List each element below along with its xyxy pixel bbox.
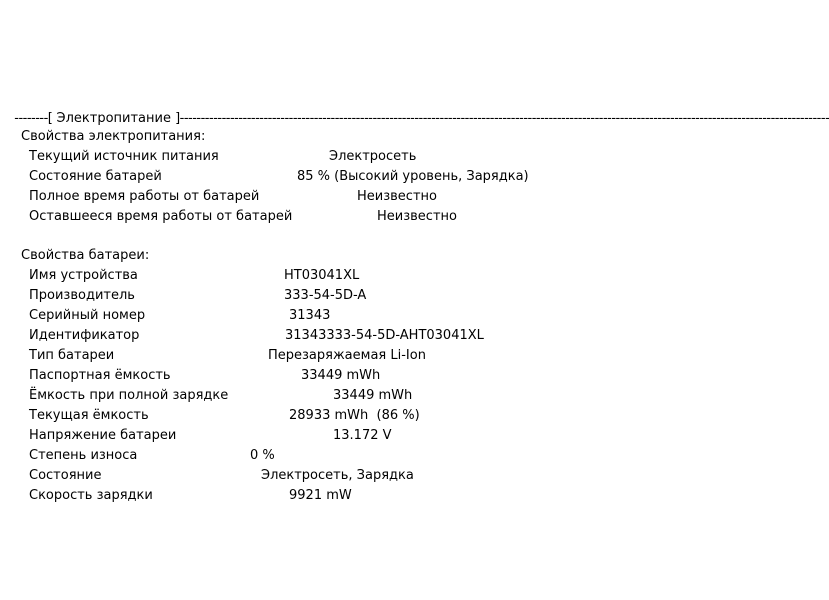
battery-row-value: 333-54-5D-A xyxy=(284,288,367,303)
battery-row-label: Паспортная ёмкость xyxy=(29,368,171,383)
battery-row-value: 13.172 V xyxy=(333,428,392,443)
battery-row-label: Текущая ёмкость xyxy=(29,408,149,423)
battery-properties-heading: Свойства батареи: xyxy=(21,248,150,263)
header-title: Электропитание xyxy=(52,111,176,126)
battery-row-label: Скорость зарядки xyxy=(29,488,153,503)
battery-row-value: 28933 mWh (86 %) xyxy=(289,408,420,423)
power-row-value: Неизвестно xyxy=(377,209,457,224)
battery-row-label: Состояние xyxy=(29,468,102,483)
battery-row-value: 0 % xyxy=(250,448,275,463)
battery-row-value: 33449 mWh xyxy=(301,368,381,383)
battery-row-value: 9921 mW xyxy=(289,488,352,503)
battery-row-value: HT03041XL xyxy=(284,268,360,283)
battery-row-value: 31343 xyxy=(289,308,331,323)
battery-row-label: Напряжение батареи xyxy=(29,428,177,443)
header-left-rule: --------[ xyxy=(14,111,53,126)
power-row-label: Состояние батарей xyxy=(29,169,162,184)
battery-row-label: Имя устройства xyxy=(29,268,138,283)
battery-row-label: Производитель xyxy=(29,288,135,303)
battery-row-value: Перезаряжаемая Li-Ion xyxy=(268,348,426,363)
power-row-label: Оставшееся время работы от батарей xyxy=(29,209,293,224)
battery-row-label: Степень износа xyxy=(29,448,138,463)
battery-row-label: Ёмкость при полной зарядке xyxy=(29,388,229,403)
battery-row-label: Идентификатор xyxy=(29,328,140,343)
battery-row-value: 33449 mWh xyxy=(333,388,413,403)
power-row-value: Электросеть xyxy=(329,149,417,164)
power-row-value: 85 % (Высокий уровень, Зарядка) xyxy=(297,169,529,184)
battery-row-label: Тип батареи xyxy=(29,348,115,363)
battery-row-value: Электросеть, Зарядка xyxy=(261,468,414,483)
power-row-value: Неизвестно xyxy=(357,189,437,204)
section-header xyxy=(6,89,829,129)
battery-row-value: 31343333-54-5D-AHT03041XL xyxy=(285,328,484,343)
header-right-rule: ]----------------------------------------------------------------------------------------------------------------------------------------------------------- xyxy=(175,111,829,126)
power-properties-heading: Свойства электропитания: xyxy=(21,129,206,144)
power-row-label: Текущий источник питания xyxy=(29,149,219,164)
power-row-label: Полное время работы от батарей xyxy=(29,189,260,204)
battery-row-label: Серийный номер xyxy=(29,308,146,323)
